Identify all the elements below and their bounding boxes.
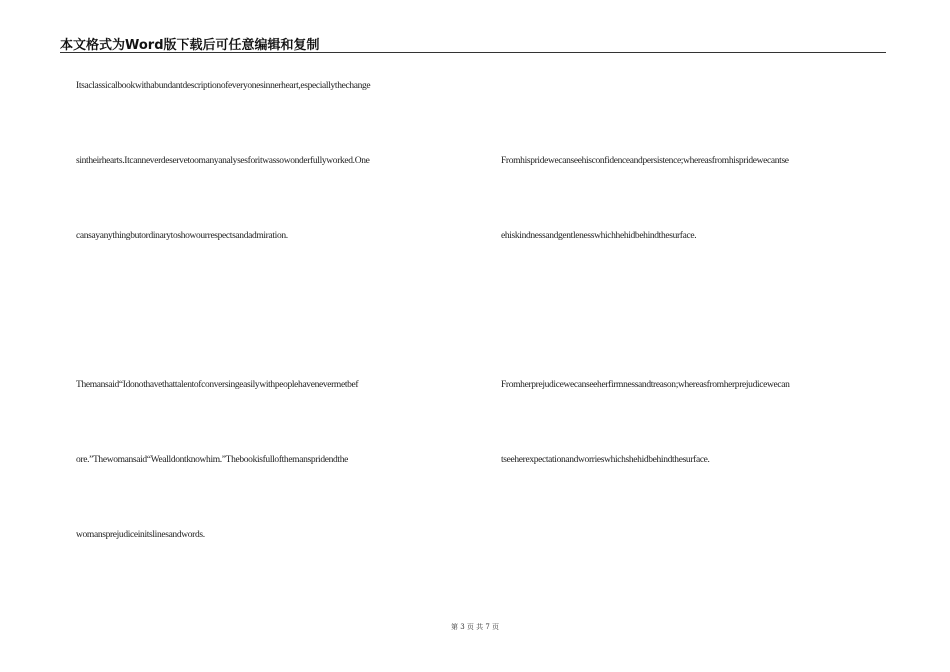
text-line: Itsaclassicalbookwithabundantdescriptionofeveryonesinnerheart,especiallythechange <box>76 81 371 91</box>
text-line: Fromhispridewecanseehisconfidenceandpersistence;whereasfromhispridewecantse <box>501 156 789 166</box>
header-title: 本文格式为Word版下载后可任意编辑和复制 <box>60 38 320 53</box>
text-line: sintheirhearts.Itcanneverdeservetoomanyanalysesforitwassowonderfullyworked.One <box>76 156 370 166</box>
text-line: ore.”Thewomansaid“Wealldontknowhim.”Thebookisfullofthemanspridendthe <box>76 455 348 465</box>
page-header <box>60 32 886 53</box>
text-line: womansprejudiceinitslinesandwords. <box>76 530 205 540</box>
text-line: Fromherprejudicewecanseeherfirmnessandtreason;whereasfromherprejudicewecan <box>501 380 790 390</box>
text-line: tseeherexpectationandworrieswhichshehidbehindthesurface. <box>501 455 710 465</box>
text-line: cansayanythingbutordinarytoshowourrespectsandadmiration. <box>76 231 288 241</box>
text-line: ehiskindnessandgentlenesswhichhehidbehindthesurface. <box>501 231 697 241</box>
text-line: Themansaid“Idonothavethattalentofconversingeasilywithpeoplehavenevermetbef <box>76 380 359 390</box>
page-number: 第 3 页 共 7 页 <box>450 623 500 631</box>
